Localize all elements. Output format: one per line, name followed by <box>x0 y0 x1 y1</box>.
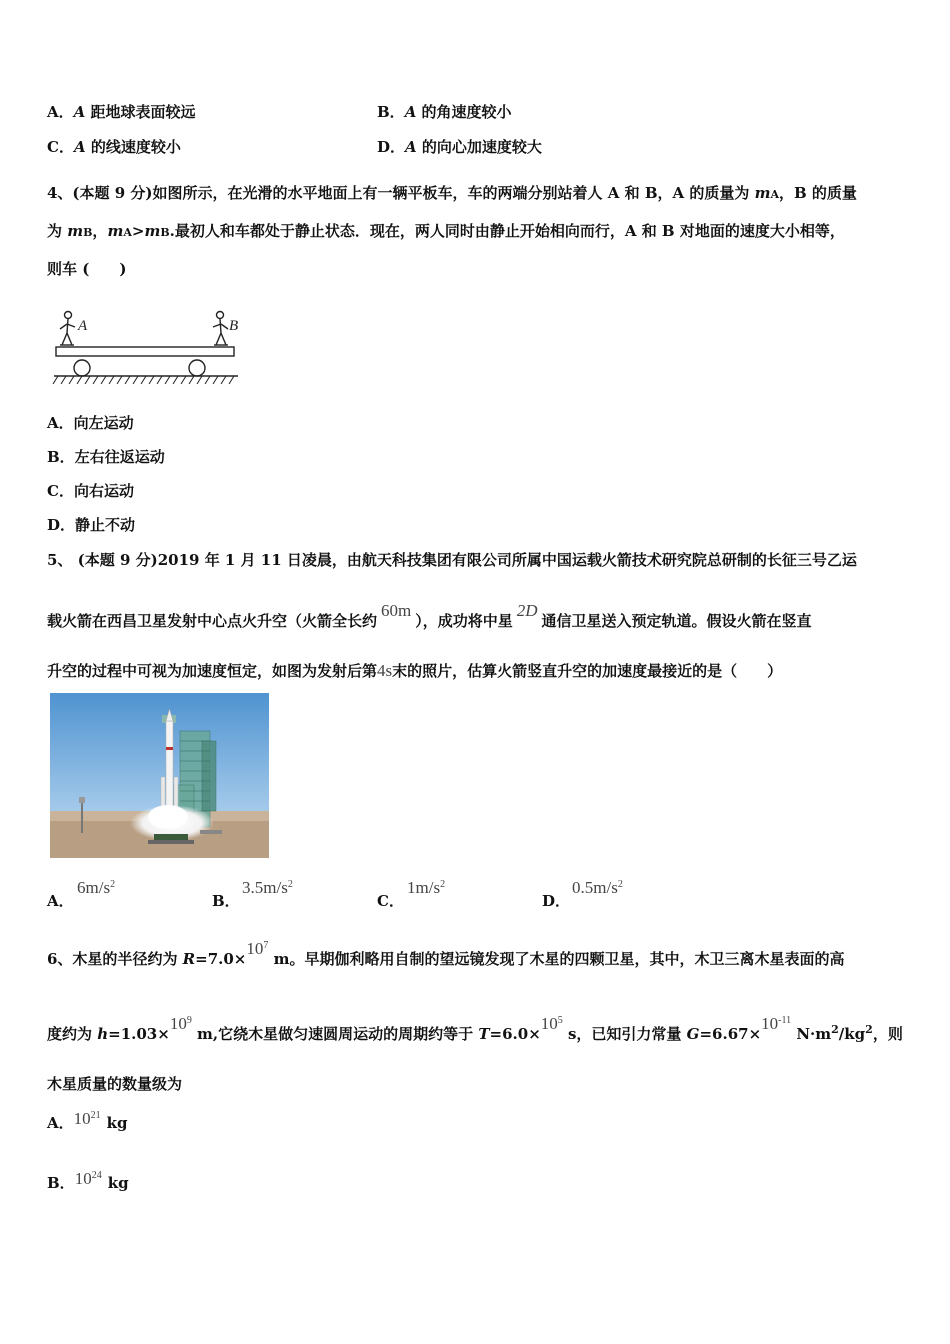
label-a: A <box>78 318 88 334</box>
q4-option-a: A．向左运动 <box>47 414 134 432</box>
q5-option-b-value: $3.5m/s^2$ <box>242 878 293 897</box>
q5-option-c-value: $1m/s^2$ <box>407 878 446 897</box>
q6-line1: 6、木星的半径约为 $R=7.0\times 10^7$ m。早期伽利略用自制的望远镜发现了木星的四颗卫星，其中，木卫三离木星表面的高 <box>47 939 845 968</box>
q3-option-b: B．A 的角速度较小 <box>377 103 512 121</box>
cart-board <box>56 347 234 356</box>
q5-option-d-value: $0.5m/s^2$ <box>572 878 623 897</box>
person-a-icon <box>60 312 75 346</box>
q4-option-b: B．左右往返运动 <box>47 448 165 466</box>
person-b-icon <box>213 312 228 346</box>
label-b: B <box>229 318 239 334</box>
q5-option-a-value: $6m/s^2$ <box>77 878 116 897</box>
q4-line2: 为 mB，mA>mB.最初人和车都处于静止状态．现在，两人同时由静止开始相向而行，A 和 B 对地面的速度大小相等， <box>47 222 845 240</box>
q6-line3: 木星质量的数量级为 <box>47 1075 183 1093</box>
q5-line1: 5、 (本题 9 分)2019 年 1 月 11 日凌晨，由航天科技集团有限公司所属中国运载火箭技术研究院总研制的长征三号乙运 <box>47 551 857 569</box>
q6-option-a: A．$10^{21}$ kg <box>47 1109 128 1132</box>
rocket-launch-photo <box>50 693 269 858</box>
wheel-left-icon <box>74 360 90 376</box>
q5-line3: 升空的过程中可视为加速度恒定，如图为发射后第4s末的照片，估算火箭竖直升空的加速度最接近的是（ ） <box>47 661 783 680</box>
q4-option-c: C．向右运动 <box>47 482 134 500</box>
ground-hatch <box>53 376 234 384</box>
q4-line3: 则车 ( ) <box>47 260 127 278</box>
q3-option-c: C．A 的线速度较小 <box>47 138 181 156</box>
q5-option-a: A． <box>47 892 74 910</box>
q4-line1: 4、(本题 9 分)如图所示，在光滑的水平地面上有一辆平板车，车的两端分别站着人 A 和 B，A 的质量为 mA，B 的质量 <box>47 184 857 202</box>
q5-option-b: B． <box>212 892 240 910</box>
q3-option-a: A．A 距地球表面较远 <box>47 103 196 121</box>
q4-option-d: D．静止不动 <box>47 516 136 534</box>
wheel-right-icon <box>189 360 205 376</box>
q6-line2: 度约为 $h=1.03\times 10^9$ m,它绕木星做匀速圆周运动的周期约等于 $T=6.0\times 10^5$ s，已知引力常量 $G=6.67\times 10^{-11}$ $N\cdot m^2/kg^2$，则 <box>47 1014 903 1043</box>
q5-option-c: C． <box>377 892 404 910</box>
q3-option-d: D．A 的向心加速度较大 <box>377 138 542 156</box>
q5-option-d: D． <box>542 892 571 910</box>
q6-option-b: B．$10^{24}$ kg <box>47 1169 129 1192</box>
q5-line2: 载火箭在西昌卫星发射中心点火升空（火箭全长约60m），成功将中星2D通信卫星送入预定轨道。假设火箭在竖直 <box>47 601 812 630</box>
cart-figure <box>50 305 242 391</box>
